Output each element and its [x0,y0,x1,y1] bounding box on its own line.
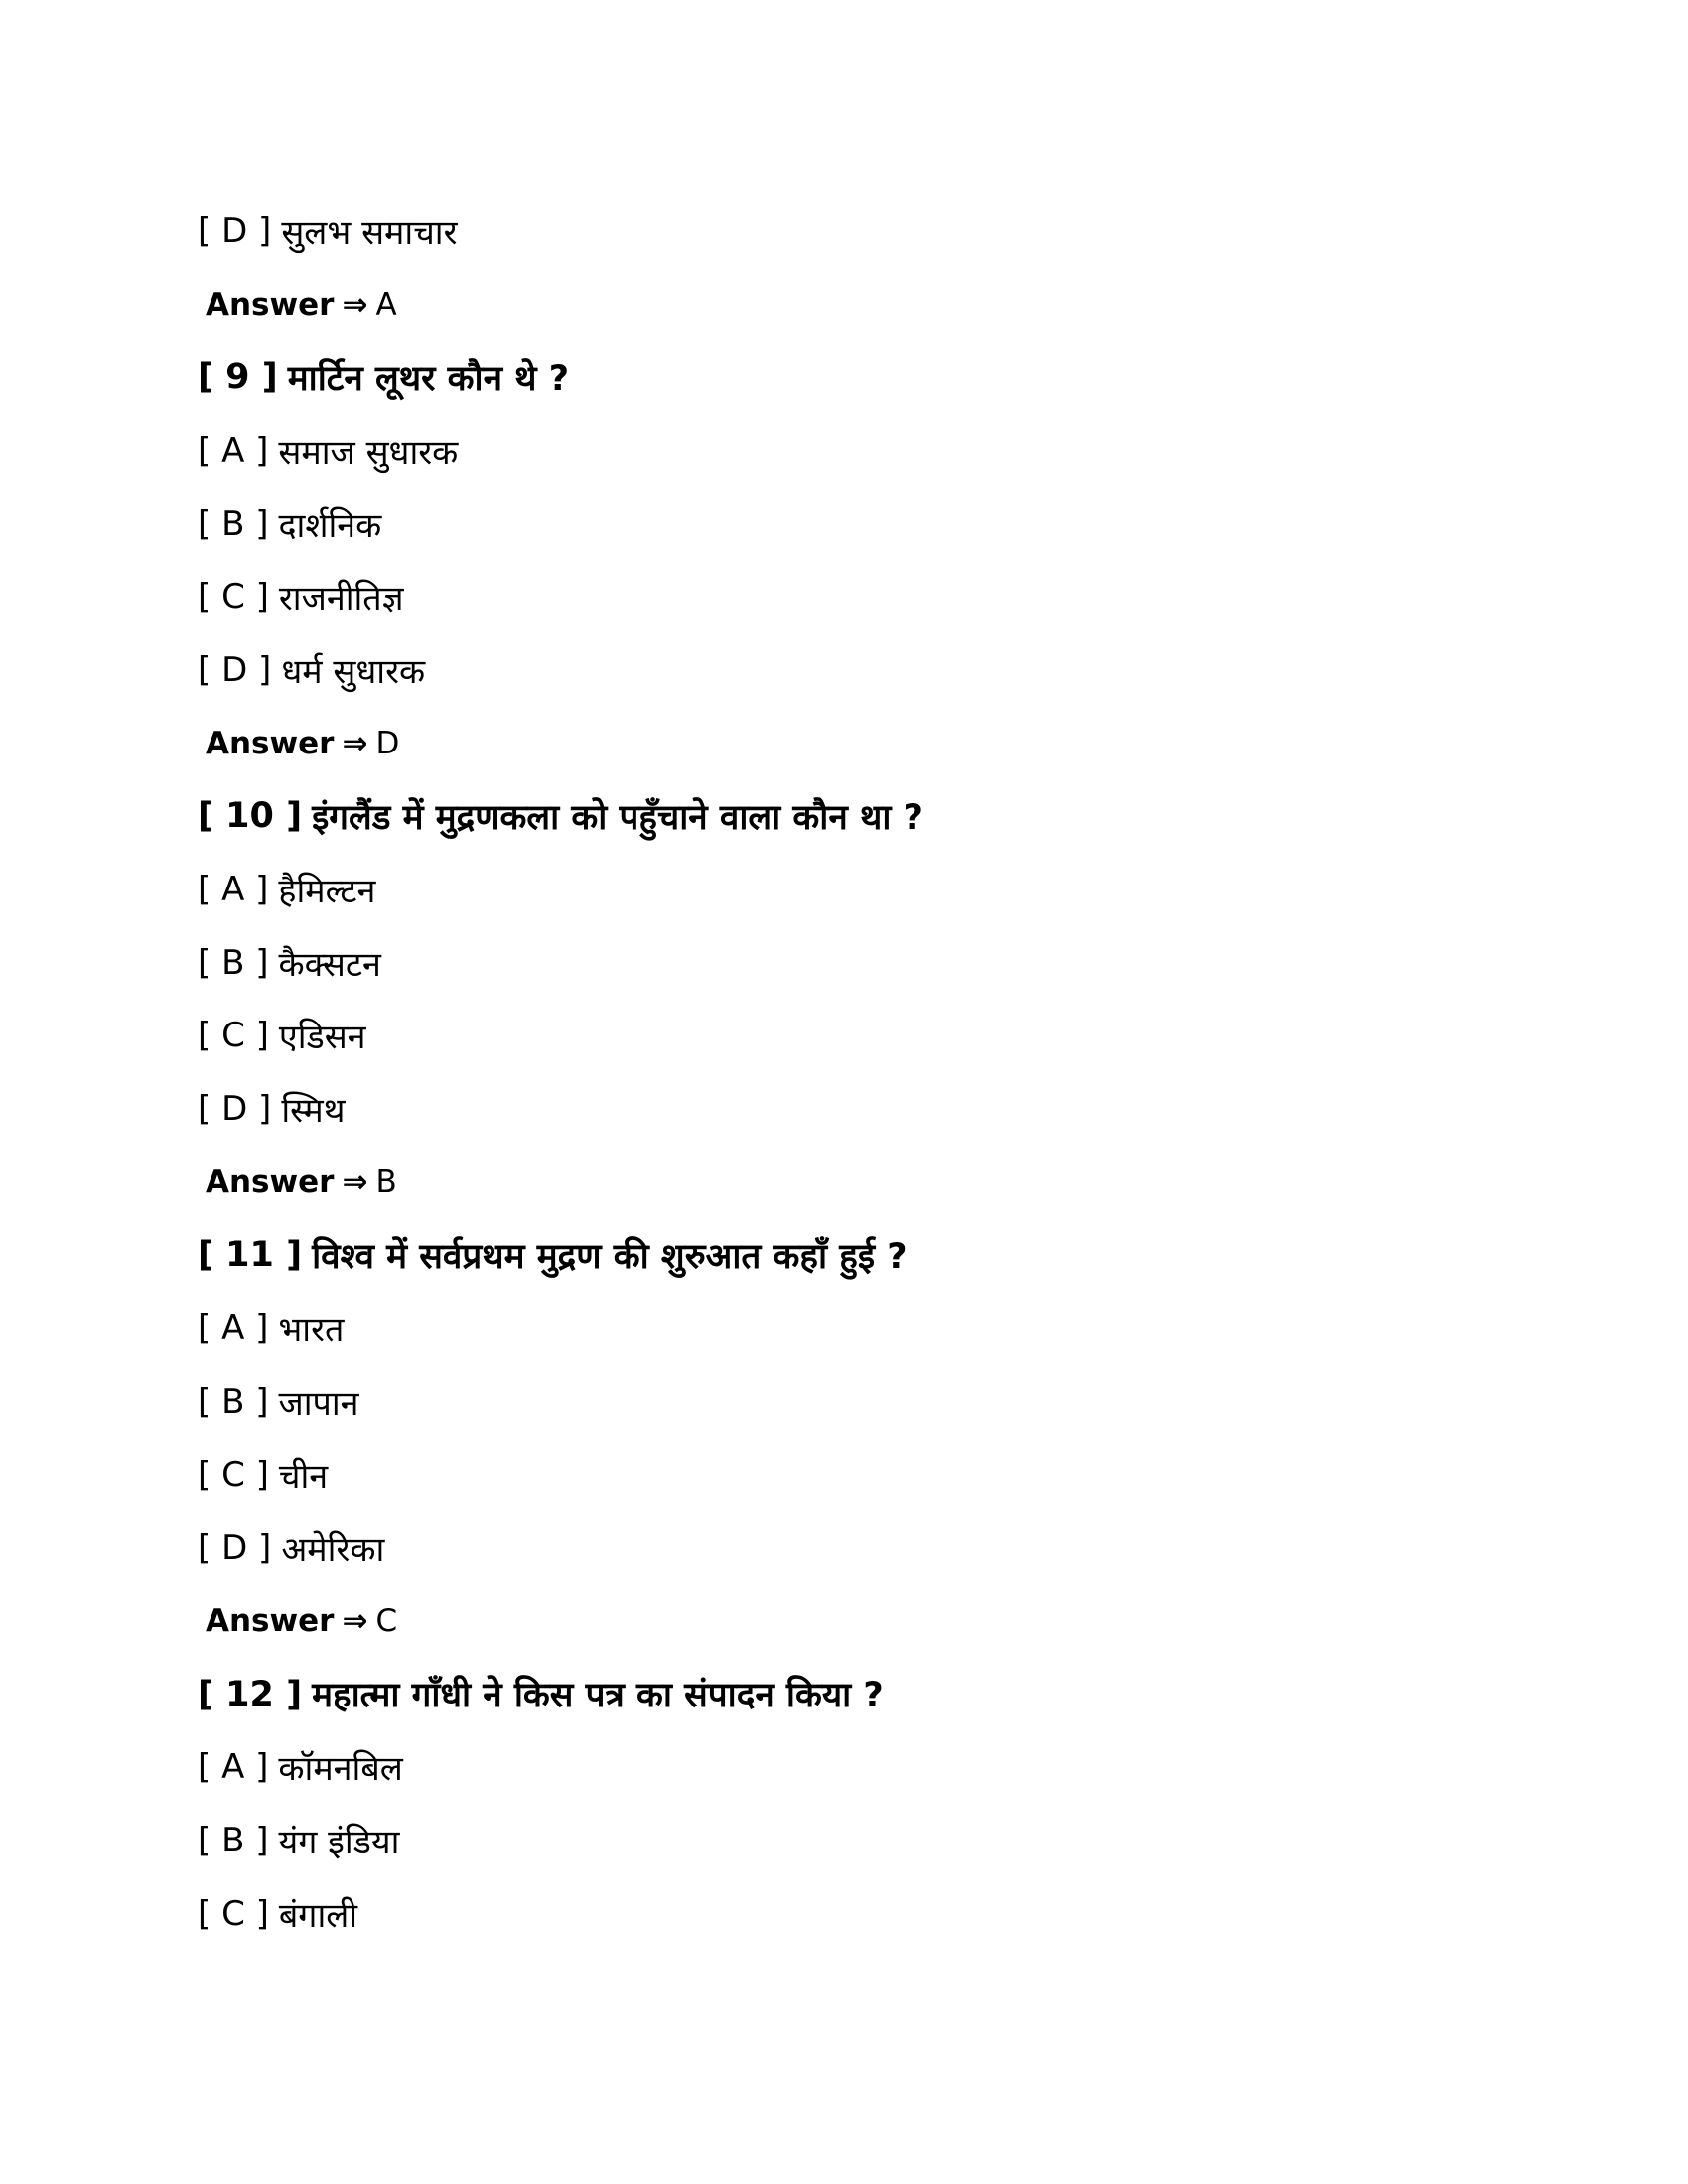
option-line [198,1000,1488,1073]
option-line [198,1730,1488,1804]
question-line [198,1658,1488,1731]
option-tag: [ D ] [198,1528,272,1569]
question-line [198,341,1488,414]
option-tag: [ A ] [198,870,269,910]
question-line [198,780,1488,854]
question-text: मार्टिन लूथर कौन थे ? [287,358,570,399]
question-number: [ 10 ] [198,796,303,837]
answer-arrow-icon: ⇒ [342,1602,368,1639]
option-text: कॉमनबिल [278,1749,403,1790]
option-tag: [ C ] [198,577,269,617]
option-text: यंग इंडिया [278,1822,400,1862]
option-text: अमेरिका [281,1530,385,1570]
option-line [198,1072,1488,1146]
option-line [198,1877,1488,1951]
option-tag: [ C ] [198,1016,269,1056]
option-tag: [ B ] [198,503,269,544]
answer-arrow-icon: ⇒ [342,1163,368,1200]
quiz-content [198,195,1488,1951]
option-line [198,1511,1488,1584]
option-tag: [ C ] [198,1454,269,1495]
answer-label: Answer [206,725,335,761]
option-line [198,1804,1488,1877]
answer-line [198,707,1488,780]
option-tag: [ A ] [198,1308,269,1349]
option-line [198,1438,1488,1512]
question-number: [ 12 ] [198,1674,303,1714]
option-text: जापान [278,1383,359,1424]
option-text: चीन [278,1456,329,1497]
option-tag: [ D ] [198,649,272,690]
option-text: दार्शनिक [278,505,382,546]
option-line [198,414,1488,487]
option-tag: [ B ] [198,942,269,983]
answer-arrow-icon: ⇒ [342,286,368,323]
answer-value: A [375,286,397,323]
question-number: [ 11 ] [198,1235,303,1276]
answer-label: Answer [206,1602,335,1639]
question-line [198,1219,1488,1293]
answer-value: D [375,725,400,761]
option-text: धर्म सुधारक [281,651,426,692]
option-text: राजनीतिज्ञ [278,579,404,619]
answer-line [198,1584,1488,1658]
option-tag: [ D ] [198,210,272,251]
answer-line [198,1146,1488,1219]
option-text: हैमिल्टन [278,872,376,912]
option-text: सुलभ समाचार [281,212,458,253]
answer-value: B [375,1163,397,1200]
option-text: समाज सुधारक [278,432,459,473]
option-line [198,853,1488,926]
option-line [198,1365,1488,1438]
option-tag: [ A ] [198,430,269,471]
option-line [198,633,1488,707]
question-text: विश्व में सर्वप्रथम मुद्रण की शुरुआत कहाँ हुई ? [312,1236,908,1277]
option-tag: [ D ] [198,1089,272,1130]
answer-arrow-icon: ⇒ [342,725,368,761]
option-line [198,195,1488,268]
question-text: इंगलैंड में मुद्रणकला को पहुँचाने वाला कौन था ? [312,797,923,838]
option-text: स्मिथ [281,1091,346,1132]
question-text: महात्मा गाँधी ने किस पत्र का संपादन किया ? [312,1676,884,1716]
answer-value: C [375,1602,398,1639]
answer-line [198,268,1488,341]
option-line [198,1292,1488,1365]
option-tag: [ B ] [198,1820,269,1860]
option-line [198,487,1488,561]
option-text: कैक्सटन [278,944,381,985]
answer-label: Answer [206,286,335,323]
option-line [198,926,1488,1000]
option-tag: [ C ] [198,1893,269,1934]
answer-label: Answer [206,1163,335,1200]
question-number: [ 9 ] [198,357,278,398]
option-text: बंगाली [278,1895,358,1936]
option-tag: [ B ] [198,1381,269,1422]
option-text: भारत [278,1310,345,1351]
option-line [198,560,1488,633]
option-text: एडिसन [278,1018,366,1058]
option-tag: [ A ] [198,1747,269,1788]
